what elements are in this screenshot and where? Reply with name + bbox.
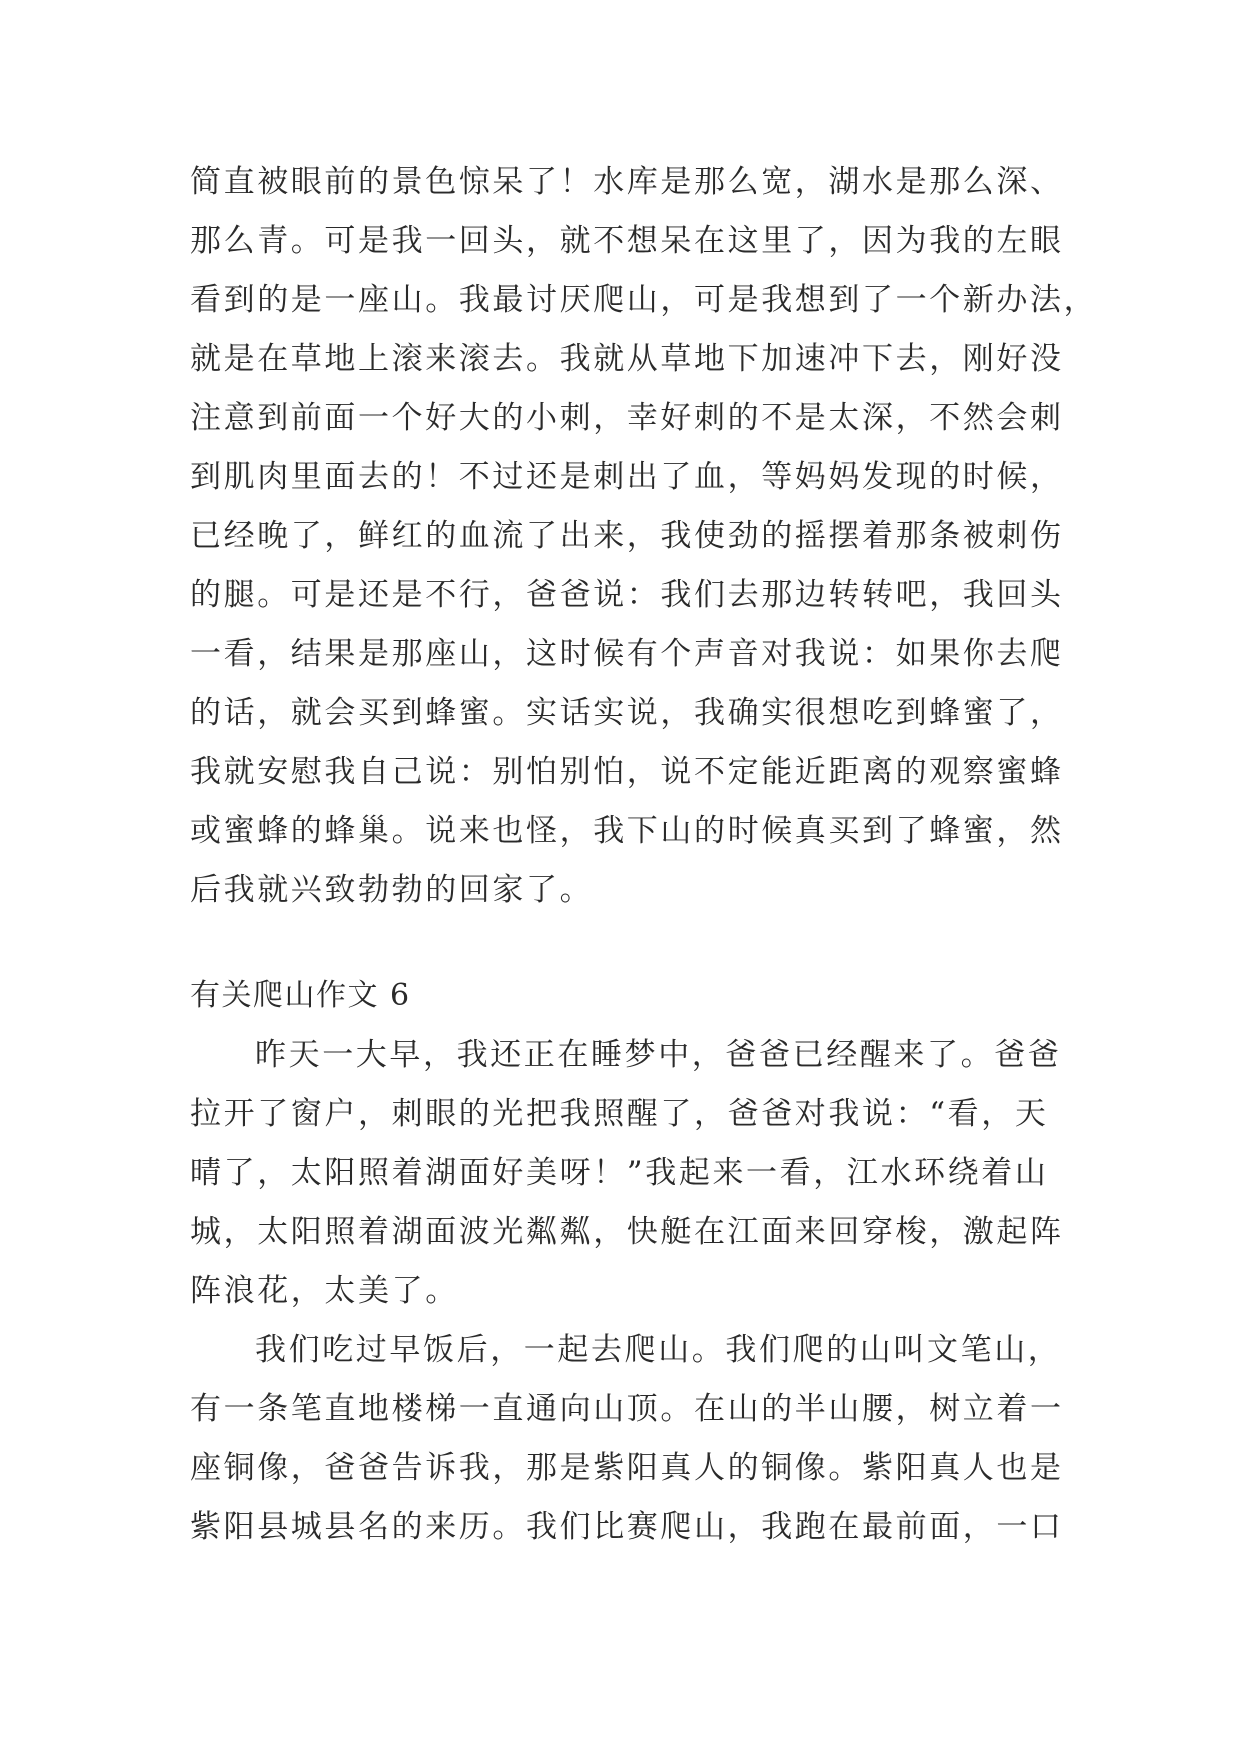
- text-line: 紫阳县城县名的来历。我们比赛爬山，我跑在最前面，一口: [190, 1509, 1064, 1545]
- text-line: 拉开了窗户，刺眼的光把我照醒了，爸爸对我说：“看，天: [190, 1096, 1049, 1132]
- text-line: 昨天一大早，我还正在睡梦中，爸爸已经醒来了。爸爸: [255, 1037, 1062, 1073]
- text-line: 已经晚了，鲜红的血流了出来，我使劲的摇摆着那条被刺伤: [190, 518, 1064, 554]
- text-line: 注意到前面一个好大的小刺，幸好刺的不是太深，不然会刺: [190, 400, 1064, 436]
- text-line: 到肌肉里面去的！不过还是刺出了血，等妈妈发现的时候，: [190, 459, 1064, 495]
- text-line: 后我就兴致勃勃的回家了。: [190, 872, 594, 908]
- text-line: 有一条笔直地楼梯一直通向山顶。在山的半山腰，树立着一: [190, 1391, 1064, 1427]
- text-line: 那么青。可是我一回头，就不想呆在这里了，因为我的左眼: [190, 223, 1064, 259]
- text-line: 简直被眼前的景色惊呆了！水库是那么宽，湖水是那么深、: [190, 164, 1064, 200]
- text-line: 我们吃过早饭后，一起去爬山。我们爬的山叫文笔山，: [255, 1332, 1062, 1368]
- text-line: 城，太阳照着湖面波光粼粼，快艇在江面来回穿梭，激起阵: [190, 1214, 1064, 1250]
- text-line: 或蜜蜂的蜂巢。说来也怪，我下山的时候真买到了蜂蜜，然: [190, 813, 1064, 849]
- text-line: 一看，结果是那座山，这时候有个声音对我说：如果你去爬: [190, 636, 1064, 672]
- text-line: 座铜像，爸爸告诉我，那是紫阳真人的铜像。紫阳真人也是: [190, 1450, 1064, 1486]
- text-line: 阵浪花，太美了。: [190, 1273, 459, 1309]
- text-line: 看到的是一座山。我最讨厌爬山，可是我想到了一个新办法，: [190, 282, 1098, 318]
- text-line: 的话，就会买到蜂蜜。实话实说，我确实很想吃到蜂蜜了，: [190, 695, 1064, 731]
- text-line: 就是在草地上滚来滚去。我就从草地下加速冲下去，刚好没: [190, 341, 1064, 377]
- essay-heading: 有关爬山作文 6: [190, 978, 411, 1013]
- text-line: 我就安慰我自己说：别怕别怕，说不定能近距离的观察蜜蜂: [190, 754, 1064, 790]
- text-line: 的腿。可是还是不行，爸爸说：我们去那边转转吧，我回头: [190, 577, 1064, 613]
- text-line: 晴了，太阳照着湖面好美呀！”我起来一看，江水环绕着山: [190, 1155, 1049, 1191]
